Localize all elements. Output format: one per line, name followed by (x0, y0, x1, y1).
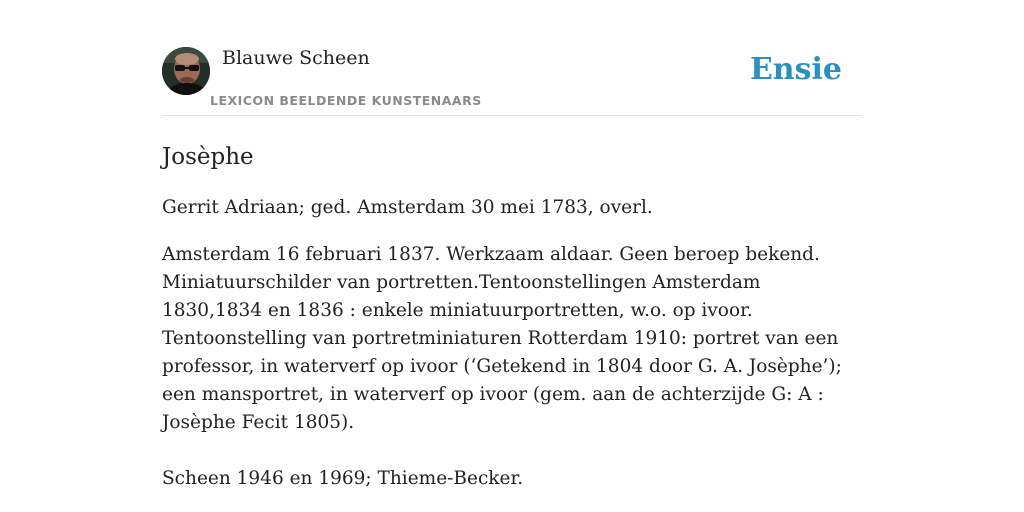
page (162, 0, 862, 493)
article-paragraph: Amsterdam 16 februari 1837. Werkzaam aldaar. Geen beroep bekend. Miniatuurschilder van portretten.Tentoonstellingen Amsterdam 1830,1834 en 1836 : enkele miniatuurportretten, w.o. op ivoor. Tentoonstelling van portretminiaturen Rotterdam 1910: portret van een professor, in waterverf op ivoor (‘Getekend in 1804 door G. A. Josèphe’); een mansportret, in waterverf op ivoor (gem. aan de achterzijde G: A : Josèphe Fecit 1805). (162, 244, 842, 433)
article-paragraph: Gerrit Adriaan; ged. Amsterdam 30 mei 1783, overl. (162, 197, 653, 218)
article-title: Josèphe (162, 144, 254, 170)
avatar-portrait-icon (162, 47, 210, 95)
source-label[interactable]: LEXICON BEELDENDE KUNSTENAARS (210, 93, 482, 108)
avatar[interactable] (162, 47, 210, 95)
header (162, 0, 862, 116)
brand-logo[interactable]: Ensie (749, 52, 842, 87)
article-paragraph: Scheen 1946 en 1969; Thieme-Becker. (162, 468, 524, 489)
author-name[interactable]: Blauwe Scheen (222, 47, 370, 69)
